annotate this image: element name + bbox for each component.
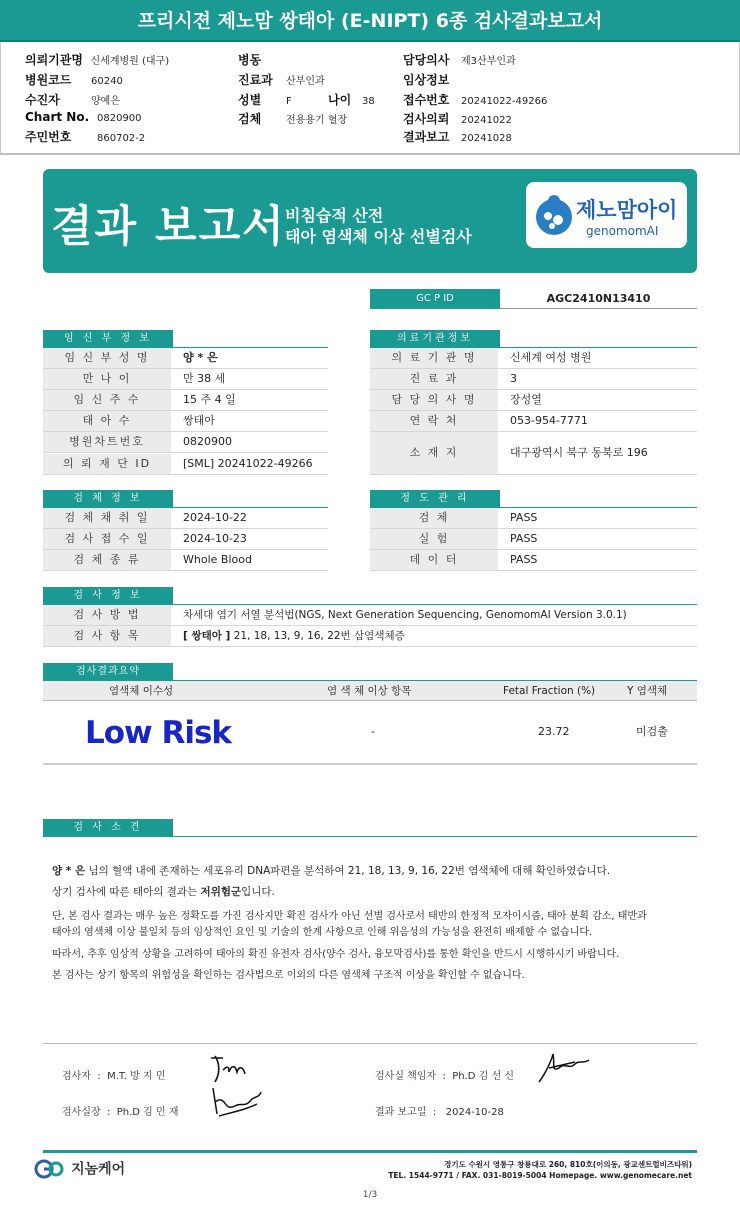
lab-resp-signature (535, 1050, 595, 1086)
specimen-section-heading: 검 체 정 보 (43, 490, 173, 507)
report-date-sig-value: 2024-10-28 (445, 1107, 504, 1118)
patient-section-heading: 임 신 부 정 보 (43, 330, 173, 347)
test-items-value: 21, 18, 13, 9, 16, 22번 삼염색체증 (233, 630, 405, 642)
receipt-no-value: 20241022-49266 (461, 96, 548, 107)
hospital-doctor-value: 장성열 (510, 393, 542, 406)
institution-value: 신세계병원 (대구) (90, 56, 170, 67)
specimen-value: 전용용기 혈장 (286, 115, 348, 126)
col-y-chromosome: Y 염색체 (627, 685, 668, 697)
fetus-count-label: 태 아 수 (43, 411, 171, 431)
qc-specimen-label: 검 체 (370, 508, 498, 528)
clinical-info-label: 임상정보 (403, 73, 450, 87)
findings-paragraph-2 (52, 884, 275, 899)
tester-name: M.T. 방 지 민 (107, 1071, 166, 1082)
test-method-label: 검 사 방 법 (43, 605, 171, 625)
hospital-address-label: 소 재 지 (370, 432, 498, 474)
sex-label: 성별 (238, 93, 262, 107)
summary-section-heading: 검사결과요약 (43, 663, 173, 680)
col-abnormal: 염 색 체 이상 항목 (327, 685, 412, 697)
patient-age-label: 만 나 이 (43, 369, 171, 389)
received-date-value: 2024-10-23 (183, 532, 247, 545)
collected-date-label: 검 체 채 취 일 (43, 508, 171, 528)
gestation-value: 15 주 4 일 (183, 393, 236, 406)
hospital-address-value: 대구광역시 북구 동북로 196 (510, 446, 648, 459)
lab-resp-row: 검사실 책임자 : Ph.D 김 선 신 (375, 1071, 514, 1082)
chart-no-label: Chart No. (25, 110, 90, 124)
result-abnormal: - (371, 725, 375, 738)
chart-number-label: 병원차트번호 (43, 432, 171, 452)
request-date-value: 20241022 (461, 115, 512, 126)
specimen-type-label: 검 체 종 류 (43, 550, 171, 570)
doctor-label: 담당의사 (403, 53, 450, 67)
report-banner (43, 169, 697, 273)
sex-value: F (286, 96, 292, 107)
chart-no-value: 0820900 (97, 113, 142, 124)
footer-contact: TEL. 1544-9771 / FAX. 031-8019-5004 Homepage. www.genomecare.net (388, 1171, 692, 1180)
specimen-type-value: Whole Blood (183, 553, 252, 566)
banner-title: 결과 보고서 (51, 202, 286, 252)
lab-head-signature (205, 1084, 265, 1120)
chart-number-value: 0820900 (183, 435, 232, 448)
qc-data-label: 데 이 터 (370, 550, 498, 570)
hospital-contact-value: 053-954-7771 (510, 414, 588, 427)
qc-experiment-label: 실 험 (370, 529, 498, 549)
qc-experiment-value: PASS (510, 532, 538, 545)
lab-head-row: 검사실장 : Ph.D 김 민 재 (62, 1107, 179, 1118)
lab-head-name: Ph.D 김 민 재 (116, 1107, 179, 1118)
summary-header-row (43, 680, 697, 701)
result-risk: Low Risk (85, 715, 232, 751)
col-fetal-fraction: Fetal Fraction (%) (503, 685, 596, 697)
ward-label: 병동 (238, 53, 262, 67)
examinee-value: 양예은 (91, 96, 120, 107)
examinee-label: 수진자 (25, 93, 60, 107)
lab-resp-name: Ph.D 김 선 신 (452, 1071, 514, 1082)
gcpid-label: GC P ID (370, 289, 500, 309)
tester-row: 검사자 : M.T. 방 지 민 (62, 1071, 166, 1082)
logo-subtext: genomomAI (586, 224, 659, 238)
footer-company: 지놈케어 (71, 1161, 126, 1178)
findings-patient-name: 양 * 은 (52, 865, 86, 877)
test-items-label: 검 사 항 목 (43, 626, 171, 646)
resident-no-label: 주민번호 (25, 130, 72, 144)
gcpid-value: AGC2410N13410 (500, 289, 697, 309)
page-number: 1/3 (362, 1190, 378, 1200)
banner-line2: 태아 염색체 이상 선별검사 (285, 227, 472, 246)
test-section-heading: 검 사 정 보 (43, 587, 173, 604)
receipt-no-label: 접수번호 (403, 93, 450, 107)
tester-signature (205, 1050, 255, 1086)
result-y-chromosome: 미검출 (636, 725, 668, 738)
result-fetal-fraction: 23.72 (538, 725, 570, 738)
lab-resp-label: 검사실 책임자 (375, 1071, 437, 1082)
resident-no-value: 860702-2 (97, 133, 146, 144)
hospital-section-heading: 의료기관정보 (370, 330, 500, 347)
report-date-row: 결과 보고일 : 2024-10-28 (375, 1107, 504, 1118)
fetus-count-value: 쌍태아 (183, 414, 215, 427)
hospital-name-label: 의 료 기 관 명 (370, 348, 498, 368)
genomom-logo-icon (534, 190, 574, 240)
report-title: 프리시젼 제노맘 쌍태아 (E-NIPT) 6종 검사결과보고서 (0, 0, 740, 42)
department-label: 진료과 (238, 73, 273, 87)
patient-age-value: 만 38 세 (183, 372, 226, 385)
genomecare-logo-icon (34, 1159, 66, 1179)
request-date-label: 검사의뢰 (403, 112, 450, 126)
hospital-name-value: 신세계 여성 병원 (510, 351, 592, 364)
test-items-prefix: [ 쌍태아 ] (183, 630, 231, 642)
request-id-label: 의 뢰 재 단 ID (43, 454, 171, 474)
test-method-value: 차세대 염기 서열 분석법(NGS, Next Generation Sequencing, GenomomAI Version 3.0.1) (183, 609, 627, 621)
footer-logo (34, 1158, 125, 1179)
hospital-dept-label: 진 료 과 (370, 369, 498, 389)
banner-subtitle (285, 205, 472, 247)
findings-section-heading: 검 사 소 견 (43, 819, 173, 836)
footer-address: 경기도 수원시 영통구 창룡대로 260, 810호(이의동, 광교센트럴비즈타워) (444, 1160, 692, 1169)
collected-date-value: 2024-10-22 (183, 511, 247, 524)
hospital-code-label: 병원코드 (25, 73, 72, 87)
doctor-value: 제3산부인과 (461, 56, 516, 67)
summary-result-row (43, 701, 697, 765)
age-label: 나이 (328, 93, 352, 107)
received-date-label: 검 사 접 수 일 (43, 529, 171, 549)
findings-paragraph-3b: 태아의 염색체 이상 불일치 등의 임상적인 요인 및 기술의 한계 사항으로 인해 위음성의 가능성을 완전히 배제할 수 없습니다. (52, 927, 593, 938)
findings-p1-text: 님의 혈액 내에 존재하는 세포유리 DNA파편을 분석하여 21, 18, 13, 9, 16, 22번 염색체에 대해 확인하였습니다. (88, 865, 611, 877)
col-aneuploidy: 염색체 이수성 (109, 685, 174, 697)
qc-section-heading: 정 도 관 리 (370, 490, 500, 507)
hospital-doctor-label: 담 당 의 사 명 (370, 390, 498, 410)
report-date-value: 20241028 (461, 133, 512, 144)
findings-paragraph-1 (52, 863, 610, 878)
logo-text: 제노맘아이 (576, 198, 678, 222)
gestation-label: 임 신 주 수 (43, 390, 171, 410)
patient-name-label: 임 신 부 성 명 (43, 348, 171, 368)
hospital-dept-value: 3 (510, 372, 517, 385)
qc-specimen-value: PASS (510, 511, 538, 524)
findings-paragraph-3a: 단, 본 검사 결과는 매우 높은 정확도를 가진 검사지만 확진 검사가 아닌 선별 검사로서 태반의 한정적 모자이시즘, 태아 분획 감소, 태반과 (52, 911, 647, 922)
patient-name-value: 양 * 은 (183, 351, 218, 364)
request-id-value: [SML] 20241022-49266 (183, 457, 313, 470)
institution-label: 의뢰기관명 (25, 53, 83, 67)
hospital-contact-label: 연 락 처 (370, 411, 498, 431)
tester-label: 검사자 (62, 1071, 91, 1082)
banner-line1: 비침습적 산전 (285, 206, 384, 225)
footer-rule (43, 1150, 697, 1153)
report-date-label-sig: 결과 보고일 (375, 1107, 427, 1118)
genomom-logo (526, 182, 687, 248)
hospital-code-value: 60240 (91, 76, 123, 87)
findings-paragraph-4: 따라서, 추후 임상적 상황을 고려하여 태아의 확진 유전자 검사(양수 검사, 융모막검사)를 통한 확인을 반드시 시행하시기 바랍니다. (52, 949, 620, 960)
report-date-label: 결과보고 (403, 130, 450, 144)
specimen-label: 검체 (238, 112, 262, 126)
findings-p2-bold: 저위험군 (200, 886, 242, 898)
lab-head-label: 검사실장 (62, 1107, 101, 1118)
findings-paragraph-5: 본 검사는 상기 항목의 위험성을 확인하는 검사법으로 이외의 다른 염색체 구조적 이상을 확인할 수 없습니다. (52, 970, 525, 981)
qc-data-value: PASS (510, 553, 538, 566)
findings-p2-post: 입니다. (241, 886, 275, 898)
findings-p2-pre: 상기 검사에 따른 태아의 결과는 (52, 886, 201, 898)
header-info-box (0, 42, 740, 155)
age-value: 38 (362, 96, 375, 107)
department-value: 산부인과 (286, 76, 325, 87)
